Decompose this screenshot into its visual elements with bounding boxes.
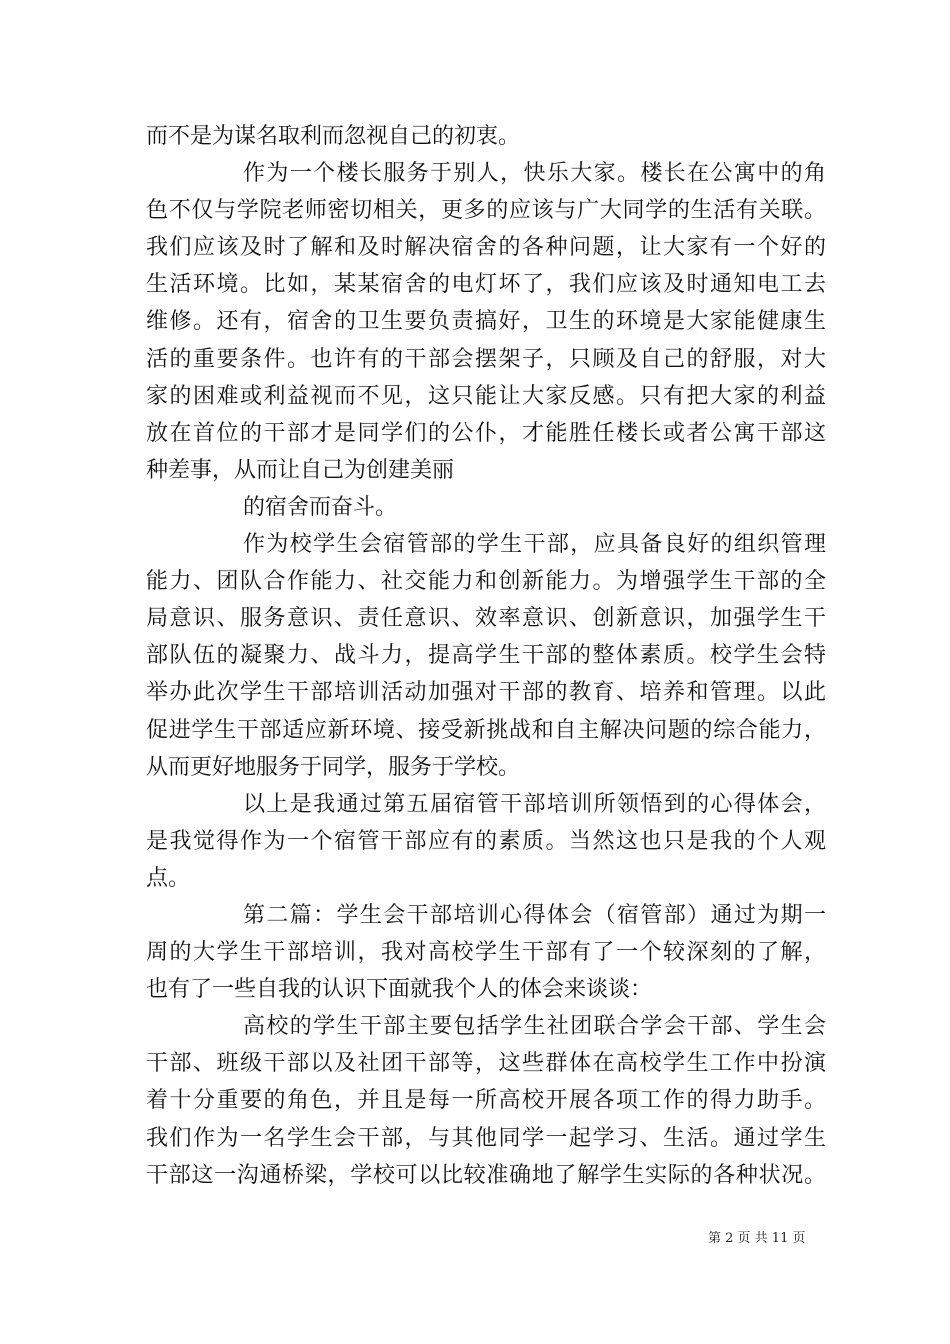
paragraph-first-line: 以上是我通过第五届宿管干部培训所领悟到的心得体会， xyxy=(243,791,826,817)
text-line: 放在首位的干部才是同学们的公仆，才能胜任楼长或者公寓干部这 xyxy=(146,420,826,446)
paragraph-first-line: 的宿舍而奋斗。 xyxy=(243,494,398,520)
text-line: 我们应该及时了解和及时解决宿舍的各种问题，让大家有一个好的 xyxy=(146,235,826,261)
text-line: 而不是为谋名取利而忽视自己的初衷。 xyxy=(146,124,521,149)
paragraph-first-line: 作为一个楼长服务于别人，快乐大家。楼长在公寓中的角 xyxy=(243,161,826,187)
paragraph-first-line: 高校的学生干部主要包括学生社团联合学会干部、学生会 xyxy=(243,1014,826,1040)
page-number: 第 2 页 共 11 页 xyxy=(708,1231,806,1246)
text-line: 干部、班级干部以及社团干部等，这些群体在高校学生工作中扮演 xyxy=(146,1051,826,1077)
text-line: 我们作为一名学生会干部，与其他同学一起学习、生活。通过学生 xyxy=(146,1125,826,1151)
text-line: 点。 xyxy=(146,865,191,891)
text-line: 周的大学生干部培训，我对高校学生干部有了一个较深刻的了解， xyxy=(146,940,826,966)
text-line: 能力、团队合作能力、社交能力和创新能力。为增强学生干部的全 xyxy=(146,569,826,595)
text-line: 生活环境。比如，某某宿舍的电灯坏了，我们应该及时通知电工去 xyxy=(146,272,826,298)
text-line: 色不仅与学院老师密切相关，更多的应该与广大同学的生活有关联。 xyxy=(146,198,826,224)
text-line: 种差事，从而让自己为创建美丽 xyxy=(146,457,455,483)
text-line: 局意识、服务意识、责任意识、效率意识、创新意识，加强学生干 xyxy=(146,606,826,632)
paragraph-first-line: 第二篇：学生会干部培训心得体会（宿管部）通过为期一 xyxy=(243,902,826,928)
text-line: 部队伍的凝聚力、战斗力，提高学生干部的整体素质。校学生会特 xyxy=(146,643,826,669)
text-line: 维修。还有，宿舍的卫生要负责搞好，卫生的环境是大家能健康生 xyxy=(146,309,826,335)
text-line: 是我觉得作为一个宿管干部应有的素质。当然这也只是我的个人观 xyxy=(146,828,826,854)
text-line: 从而更好地服务于同学，服务于学校。 xyxy=(146,754,521,780)
text-line: 也有了一些自我的认识下面就我个人的体会来谈谈： xyxy=(146,977,653,1003)
text-line: 着十分重要的角色，并且是每一所高校开展各项工作的得力助手。 xyxy=(146,1088,826,1114)
text-line: 家的困难或利益视而不见，这只能让大家反感。只有把大家的利益 xyxy=(146,383,826,409)
text-line: 促进学生干部适应新环境、接受新挑战和自主解决问题的综合能力， xyxy=(146,717,826,743)
text-line: 干部这一沟通桥梁，学校可以比较准确地了解学生实际的各种状况。 xyxy=(146,1162,826,1188)
text-line: 活的重要条件。也许有的干部会摆架子，只顾及自己的舒服，对大 xyxy=(146,346,826,372)
body-text xyxy=(146,118,826,1194)
paragraph-first-line: 作为校学生会宿管部的学生干部，应具备良好的组织管理 xyxy=(243,532,826,558)
text-line: 举办此次学生干部培训活动加强对干部的教育、培养和管理。以此 xyxy=(146,680,826,706)
